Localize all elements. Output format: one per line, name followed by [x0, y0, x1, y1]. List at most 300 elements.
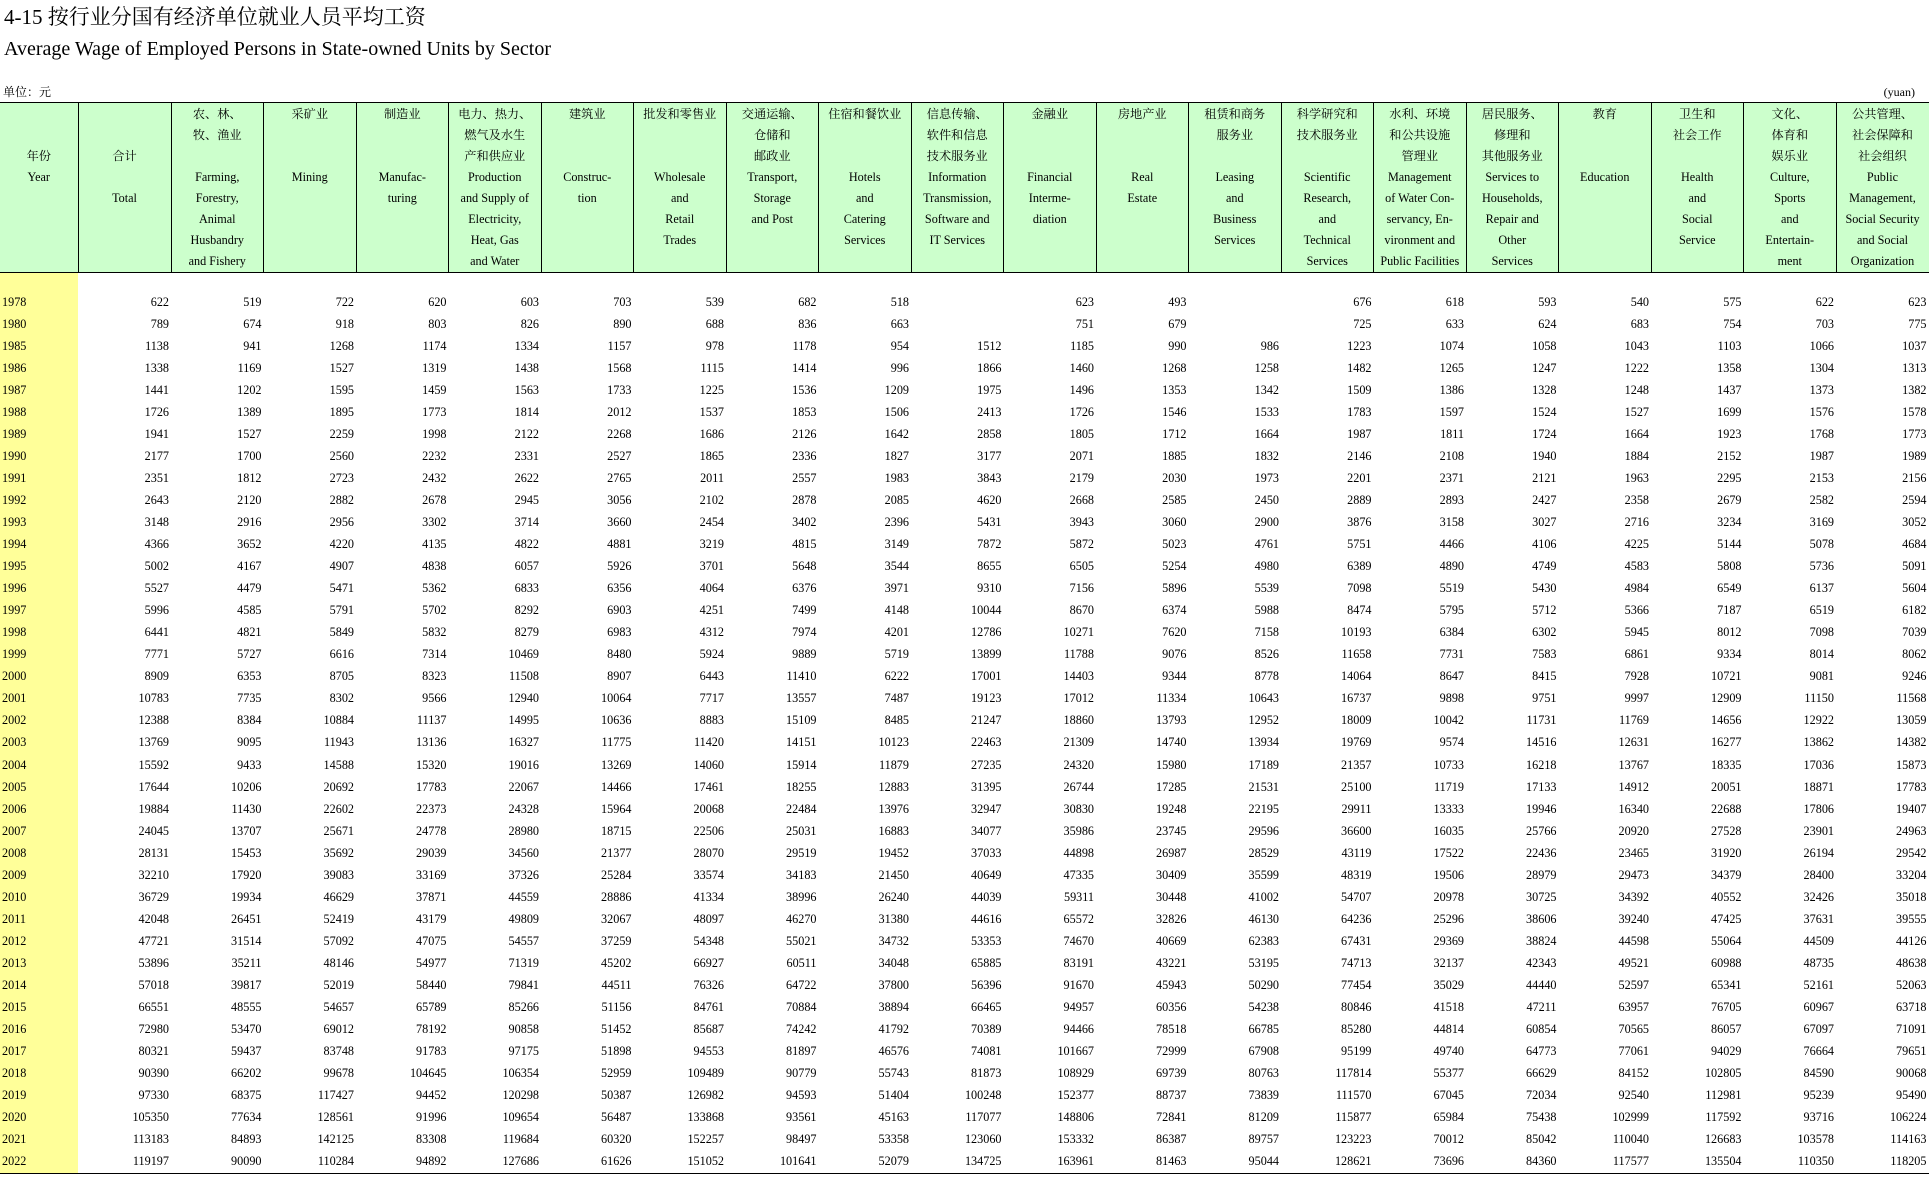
wage-cell: 6222	[884, 669, 909, 684]
column-header-chinese: 农、林、 牧、渔业	[192, 107, 242, 142]
column-header-english: Transport, Storage and Post	[747, 170, 798, 226]
wage-cell: 95490	[1896, 1088, 1927, 1103]
wage-cell: 11769	[1618, 713, 1649, 728]
wage-cell: 2358	[1624, 492, 1649, 507]
column-header-english: Education	[1580, 170, 1630, 184]
wage-cell: 30830	[1063, 801, 1094, 816]
wage-cell: 76326	[693, 977, 724, 992]
wage-cell: 94553	[693, 1044, 724, 1059]
wage-cell: 775	[1908, 316, 1927, 331]
column-header-english: Total	[112, 191, 137, 205]
wage-cell: 1482	[1347, 360, 1372, 375]
wage-cell: 10733	[1433, 757, 1464, 772]
wage-cell: 1768	[1809, 426, 1834, 441]
wage-cell: 2527	[607, 448, 632, 463]
wage-cell: 120298	[502, 1088, 539, 1103]
wage-cell: 12786	[971, 625, 1002, 640]
wage-cell: 1726	[1069, 404, 1094, 419]
wage-cell: 38996	[786, 889, 817, 904]
wage-cell: 39555	[1896, 911, 1927, 926]
wage-cell: 60967	[1803, 1000, 1834, 1015]
wage-cell: 17783	[416, 779, 447, 794]
wage-cell: 6505	[1069, 559, 1094, 574]
table-row	[0, 776, 1929, 798]
wage-cell: 19248	[1156, 801, 1187, 816]
wage-cell: 17806	[1803, 801, 1834, 816]
wage-cell: 5719	[884, 647, 909, 662]
column-header	[1836, 103, 1929, 273]
wage-cell: 7731	[1439, 647, 1464, 662]
wage-cell: 106354	[502, 1066, 539, 1081]
wage-cell: 5808	[1717, 559, 1742, 574]
wage-cell: 2336	[792, 448, 817, 463]
wage-cell: 4585	[237, 603, 262, 618]
wage-cell: 84152	[1618, 1066, 1649, 1081]
wage-cell: 9334	[1717, 647, 1742, 662]
column-header-chinese: 房地产业	[1117, 107, 1167, 121]
column-header	[726, 103, 819, 273]
table-row	[0, 622, 1929, 644]
wage-cell: 69739	[1156, 1066, 1187, 1081]
wage-cell: 688	[705, 316, 724, 331]
wage-cell: 22067	[508, 779, 539, 794]
wage-cell: 66551	[138, 1000, 169, 1015]
column-header-chinese: 制造业	[383, 107, 421, 121]
wage-cell: 4479	[237, 581, 262, 596]
wage-cell	[911, 313, 1004, 335]
wage-cell: 6519	[1809, 603, 1834, 618]
wage-cell: 13136	[416, 735, 447, 750]
wage-cell: 1358	[1717, 360, 1742, 375]
wage-cell: 539	[705, 294, 724, 309]
wage-cell: 2945	[514, 492, 539, 507]
wage-cell: 54348	[693, 933, 724, 948]
wage-cell: 28886	[601, 889, 632, 904]
wage-cell: 47211	[1526, 1000, 1557, 1015]
year-cell: 2010	[0, 886, 78, 908]
column-header-english: Manufac- turing	[378, 170, 426, 205]
wage-cell: 52419	[323, 911, 354, 926]
year-cell: 2015	[0, 997, 78, 1019]
wage-cell: 60988	[1711, 955, 1742, 970]
wage-cell: 67097	[1803, 1022, 1834, 1037]
wage-cell: 95239	[1803, 1088, 1834, 1103]
wage-cell: 113183	[132, 1132, 169, 1147]
wage-cell: 53358	[878, 1132, 909, 1147]
wage-cell: 38824	[1526, 933, 1557, 948]
wage-cell: 72999	[1156, 1044, 1187, 1059]
wage-cell: 91670	[1063, 977, 1094, 992]
wage-cell: 6549	[1717, 581, 1742, 596]
wage-cell: 633	[1445, 316, 1464, 331]
wage-cell: 5945	[1624, 625, 1649, 640]
spacer-row	[0, 273, 1929, 292]
wage-cell: 11658	[1341, 647, 1372, 662]
wage-cell: 28979	[1526, 867, 1557, 882]
wage-cell: 3219	[699, 537, 724, 552]
wage-cell: 19769	[1341, 735, 1372, 750]
wage-cell: 16327	[508, 735, 539, 750]
wage-cell: 74713	[1341, 955, 1372, 970]
wage-cell: 24328	[508, 801, 539, 816]
wage-cell: 1783	[1347, 404, 1372, 419]
wage-cell: 24320	[1063, 757, 1094, 772]
wage-cell: 11943	[323, 735, 354, 750]
wage-cell: 1058	[1532, 338, 1557, 353]
wage-cell: 16277	[1711, 735, 1742, 750]
wage-cell: 1373	[1809, 382, 1834, 397]
wage-cell: 7717	[699, 691, 724, 706]
wage-cell: 93716	[1803, 1110, 1834, 1125]
wage-cell: 29369	[1433, 933, 1464, 948]
wage-cell: 624	[1538, 316, 1557, 331]
wage-cell: 100248	[964, 1088, 1002, 1103]
wage-cell: 6861	[1624, 647, 1649, 662]
wage-cell: 86057	[1711, 1022, 1742, 1037]
wage-cell: 6833	[514, 581, 539, 596]
wage-cell: 1037	[1902, 338, 1927, 353]
wage-cell: 1338	[144, 360, 169, 375]
wage-cell: 2085	[884, 492, 909, 507]
wage-cell: 3660	[607, 514, 632, 529]
header-row	[0, 103, 1929, 273]
table-row	[0, 313, 1929, 335]
wage-cell: 6353	[237, 669, 262, 684]
wage-cell: 46270	[786, 911, 817, 926]
wage-cell: 2071	[1069, 448, 1094, 463]
wage-cell: 62383	[1248, 933, 1279, 948]
wage-cell: 2108	[1439, 448, 1464, 463]
wage-cell: 7158	[1254, 625, 1279, 640]
year-cell: 2013	[0, 952, 78, 974]
wage-cell: 32137	[1433, 955, 1464, 970]
wage-cell: 1169	[237, 360, 262, 375]
wage-cell: 30448	[1156, 889, 1187, 904]
wage-cell: 4466	[1439, 537, 1464, 552]
wage-cell: 52063	[1896, 977, 1927, 992]
wage-cell: 94466	[1063, 1022, 1094, 1037]
wage-data-table	[0, 102, 1929, 1174]
wage-cell: 32067	[601, 911, 632, 926]
wage-cell: 73839	[1248, 1088, 1279, 1103]
wage-cell: 20920	[1618, 823, 1649, 838]
wage-cell: 41334	[693, 889, 724, 904]
wage-cell: 91783	[416, 1044, 447, 1059]
year-cell: 1988	[0, 401, 78, 423]
wage-cell: 44039	[971, 889, 1002, 904]
wage-cell: 17001	[971, 669, 1002, 684]
wage-cell: 45202	[601, 955, 632, 970]
table-row	[0, 534, 1929, 556]
wage-cell: 2396	[884, 514, 909, 529]
wage-cell: 5091	[1902, 559, 1927, 574]
wage-cell: 11775	[601, 735, 632, 750]
wage-cell: 49809	[508, 911, 539, 926]
wage-cell: 8014	[1809, 647, 1834, 662]
wage-cell: 2259	[329, 426, 354, 441]
table-row	[0, 511, 1929, 533]
wage-cell: 2201	[1347, 470, 1372, 485]
wage-cell: 48146	[323, 955, 354, 970]
wage-cell: 4251	[699, 603, 724, 618]
wage-cell: 12909	[1711, 691, 1742, 706]
wage-cell: 14740	[1156, 735, 1187, 750]
wage-cell: 78518	[1156, 1022, 1187, 1037]
year-cell: 1987	[0, 379, 78, 401]
wage-cell: 50387	[601, 1088, 632, 1103]
wage-cell: 19884	[138, 801, 169, 816]
wage-cell: 3149	[884, 537, 909, 552]
wage-cell: 72980	[138, 1022, 169, 1037]
year-cell: 1999	[0, 644, 78, 666]
wage-cell: 6616	[329, 647, 354, 662]
year-cell: 2000	[0, 666, 78, 688]
table-row	[0, 445, 1929, 467]
wage-cell: 86387	[1156, 1132, 1187, 1147]
wage-cell: 84590	[1803, 1066, 1834, 1081]
wage-cell: 11508	[508, 669, 539, 684]
wage-cell: 148806	[1057, 1110, 1094, 1125]
wage-cell: 10643	[1248, 691, 1279, 706]
wage-cell: 978	[705, 338, 724, 353]
wage-cell: 117577	[1559, 1151, 1652, 1174]
wage-cell: 1998	[422, 426, 447, 441]
wage-cell: 8292	[514, 603, 539, 618]
wage-cell: 1319	[422, 360, 447, 375]
column-header-english: Culture, Sports and Entertain- ment	[1765, 170, 1815, 268]
column-header	[1004, 103, 1097, 273]
wage-cell: 5431	[977, 514, 1002, 529]
wage-cell: 51404	[878, 1088, 909, 1103]
wage-cell: 44440	[1526, 977, 1557, 992]
wage-cell: 97175	[508, 1044, 539, 1059]
table-row	[0, 798, 1929, 820]
wage-cell: 1265	[1439, 360, 1464, 375]
wage-cell: 5254	[1162, 559, 1187, 574]
wage-cell: 3714	[514, 514, 539, 529]
wage-cell: 9566	[422, 691, 447, 706]
wage-cell: 22688	[1711, 801, 1742, 816]
table-row	[0, 556, 1929, 578]
wage-cell: 8474	[1347, 603, 1372, 618]
column-header	[171, 103, 264, 273]
wage-cell: 77454	[1341, 977, 1372, 992]
column-header-chinese: 电力、热力、 燃气及水生 产和供应业	[458, 107, 532, 163]
wage-cell: 55743	[878, 1066, 909, 1081]
wage-cell: 836	[798, 316, 817, 331]
wage-cell: 23465	[1618, 845, 1649, 860]
wage-cell: 142125	[317, 1132, 354, 1147]
table-row	[0, 1129, 1929, 1151]
column-header-chinese: 科学研究和 技术服务业	[1296, 107, 1358, 142]
wage-cell: 575	[1723, 294, 1742, 309]
wage-cell: 55021	[786, 933, 817, 948]
wage-cell: 2102	[699, 492, 724, 507]
wage-cell: 26744	[1063, 779, 1094, 794]
wage-cell: 39817	[231, 977, 262, 992]
wage-cell: 663	[890, 316, 909, 331]
wage-cell: 16218	[1526, 757, 1557, 772]
wage-cell: 5471	[329, 581, 354, 596]
wage-cell: 65885	[971, 955, 1002, 970]
wage-cell: 10206	[231, 779, 262, 794]
wage-cell: 85687	[693, 1022, 724, 1037]
wage-cell: 5604	[1902, 581, 1927, 596]
wage-cell: 3060	[1162, 514, 1187, 529]
wage-cell: 2120	[237, 492, 262, 507]
table-row	[0, 467, 1929, 489]
wage-cell: 35018	[1896, 889, 1927, 904]
wage-cell: 81897	[786, 1044, 817, 1059]
year-cell: 2009	[0, 864, 78, 886]
wage-cell: 1138	[145, 338, 169, 353]
wage-cell: 4822	[514, 537, 539, 552]
wage-cell: 1805	[1069, 426, 1094, 441]
wage-cell: 51156	[601, 1000, 632, 1015]
wage-cell: 41518	[1433, 1000, 1464, 1015]
column-header	[449, 103, 542, 273]
wage-cell: 1700	[237, 448, 262, 463]
wage-cell: 13862	[1803, 735, 1834, 750]
table-row	[0, 732, 1929, 754]
wage-cell: 11410	[786, 669, 817, 684]
wage-cell: 25031	[786, 823, 817, 838]
wage-cell: 1597	[1439, 404, 1464, 419]
wage-cell: 34732	[878, 933, 909, 948]
wage-cell: 5519	[1439, 581, 1464, 596]
wage-cell: 69012	[323, 1022, 354, 1037]
column-header-english: Mining	[291, 170, 328, 184]
wage-cell: 95199	[1341, 1044, 1372, 1059]
wage-cell: 9898	[1439, 691, 1464, 706]
column-header-chinese: 住宿和餐饮业	[828, 107, 902, 121]
wage-cell: 37631	[1803, 911, 1834, 926]
column-header	[911, 103, 1004, 273]
wage-cell: 674	[243, 316, 262, 331]
wage-cell: 83748	[323, 1044, 354, 1059]
wage-cell: 6182	[1902, 603, 1927, 618]
wage-cell: 6389	[1347, 559, 1372, 574]
wage-cell: 2153	[1809, 470, 1834, 485]
wage-cell: 41792	[878, 1022, 909, 1037]
wage-cell: 109489	[687, 1066, 724, 1081]
wage-cell: 1222	[1624, 360, 1649, 375]
wage-cell: 70012	[1433, 1132, 1464, 1147]
table-row	[0, 401, 1929, 423]
year-cell: 2007	[0, 820, 78, 842]
wage-cell: 4583	[1624, 559, 1649, 574]
wage-cell: 52959	[601, 1066, 632, 1081]
wage-cell: 1773	[422, 404, 447, 419]
wage-cell: 2668	[1069, 492, 1094, 507]
table-row	[0, 710, 1929, 732]
wage-cell: 13899	[971, 647, 1002, 662]
wage-cell: 75438	[1526, 1110, 1557, 1125]
wage-cell: 13793	[1156, 713, 1187, 728]
wage-cell: 2858	[977, 426, 1002, 441]
column-header-chinese: 卫生和 社会工作	[1672, 107, 1722, 142]
wage-cell: 26194	[1803, 845, 1834, 860]
wage-cell: 2723	[329, 470, 354, 485]
wage-cell: 1386	[1439, 382, 1464, 397]
wage-cell: 35599	[1248, 867, 1279, 882]
wage-cell: 13269	[601, 757, 632, 772]
wage-cell: 1382	[1902, 382, 1927, 397]
wage-cell: 3402	[792, 514, 817, 529]
wage-cell: 123060	[964, 1132, 1002, 1147]
wage-cell: 40552	[1711, 889, 1742, 904]
wage-cell: 11788	[1063, 647, 1094, 662]
wage-cell: 11568	[1896, 691, 1927, 706]
column-header-chinese: 文化、 体育和 娱乐业	[1771, 107, 1809, 163]
column-header-english: Leasing and Business Services	[1213, 170, 1257, 247]
wage-cell: 4135	[422, 537, 447, 552]
wage-cell: 1506	[884, 404, 909, 419]
wage-cell: 126982	[687, 1088, 724, 1103]
wage-cell: 14151	[786, 735, 817, 750]
year-cell: 2012	[0, 930, 78, 952]
wage-cell: 90068	[1896, 1066, 1927, 1081]
wage-cell: 19946	[1526, 801, 1557, 816]
wage-cell: 43179	[416, 911, 447, 926]
table-row	[0, 644, 1929, 666]
wage-cell: 14912	[1618, 779, 1649, 794]
wage-cell: 40649	[971, 867, 1002, 882]
wage-cell: 2432	[422, 470, 447, 485]
wage-cell: 54977	[416, 955, 447, 970]
wage-cell: 2126	[792, 426, 817, 441]
wage-cell: 32947	[971, 801, 1002, 816]
wage-cell: 28529	[1248, 845, 1279, 860]
wage-cell: 6443	[699, 669, 724, 684]
wage-cell: 32210	[138, 867, 169, 882]
wage-cell: 1509	[1347, 382, 1372, 397]
wage-cell: 118205	[1836, 1151, 1929, 1174]
wage-cell: 58440	[416, 977, 447, 992]
wage-cell: 54238	[1248, 1000, 1279, 1015]
wage-cell: 1527	[237, 426, 262, 441]
wage-cell: 1975	[977, 382, 1002, 397]
wage-cell: 63957	[1618, 1000, 1649, 1015]
wage-cell: 17012	[1063, 691, 1094, 706]
wage-cell: 11150	[1804, 691, 1834, 706]
column-header-english: Public Management, Social Security and Social Organization	[1845, 170, 1920, 268]
wage-cell: 1884	[1624, 448, 1649, 463]
wage-cell: 13557	[786, 691, 817, 706]
table-row	[0, 291, 1929, 313]
wage-cell: 3302	[422, 514, 447, 529]
wage-cell: 31395	[971, 779, 1002, 794]
wage-cell: 15980	[1156, 757, 1187, 772]
wage-cell: 5736	[1809, 559, 1834, 574]
wage-cell: 84893	[231, 1132, 262, 1147]
wage-cell: 15914	[786, 757, 817, 772]
wage-cell: 3971	[884, 581, 909, 596]
column-header-english: Scientific Research, and Technical Services	[1303, 170, 1352, 268]
wage-cell: 57018	[138, 977, 169, 992]
wage-cell: 4907	[329, 559, 354, 574]
table-row	[0, 1151, 1929, 1174]
table-row	[0, 1041, 1929, 1063]
wage-cell: 1268	[329, 338, 354, 353]
wage-cell: 19123	[971, 691, 1002, 706]
wage-cell: 4838	[422, 559, 447, 574]
wage-cell: 1812	[237, 470, 262, 485]
table-row	[0, 908, 1929, 930]
wage-cell: 2351	[144, 470, 169, 485]
wage-cell: 35986	[1063, 823, 1094, 838]
wage-cell: 81873	[971, 1066, 1002, 1081]
